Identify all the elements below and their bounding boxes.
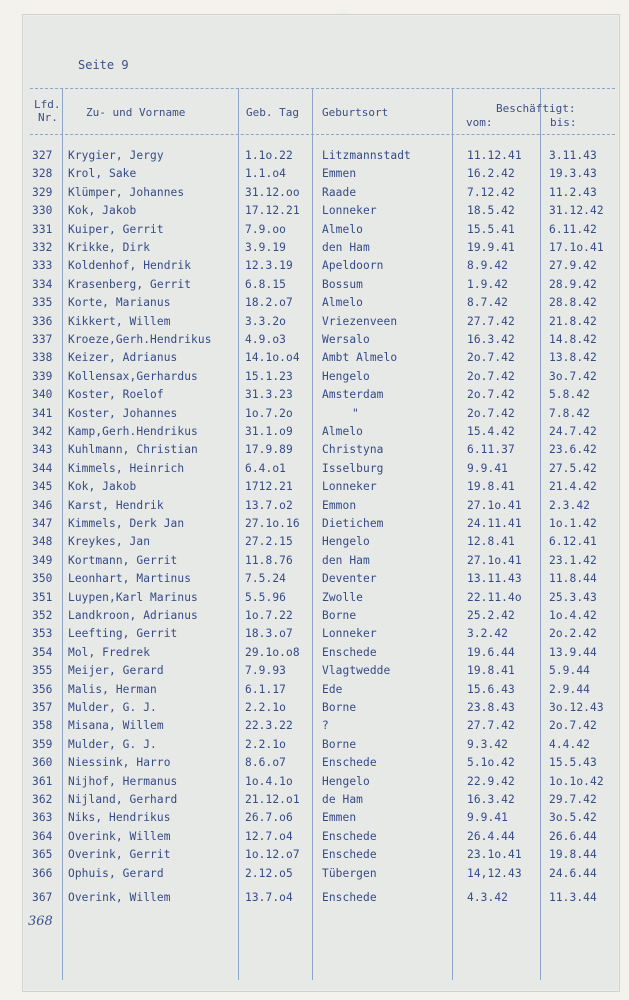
row-birth-place: Hengelo — [322, 535, 370, 549]
row-employed-from: 22.9.42 — [467, 774, 515, 788]
row-number: 355 — [32, 664, 53, 678]
row-birth-place: Ede — [322, 682, 343, 696]
table-row — [0, 294, 629, 312]
row-birth-place: Enschede — [322, 645, 377, 659]
row-employed-to: 28.9.42 — [549, 277, 597, 291]
row-number: 363 — [32, 811, 53, 825]
row-employed-to: 26.6.44 — [549, 829, 597, 843]
row-birth-place: Ambt Almelo — [322, 351, 398, 365]
row-employed-to: 7.8.42 — [549, 406, 591, 420]
row-employed-to: 13.9.44 — [549, 645, 597, 659]
table-row — [0, 276, 629, 294]
table-row — [0, 717, 629, 735]
row-name: Meijer, Gerard — [68, 664, 164, 678]
table-row — [0, 865, 629, 883]
row-birth-date: 1o.7.22 — [245, 609, 293, 622]
row-employed-from: 2o.7.42 — [467, 369, 515, 383]
row-employed-from: 16.2.42 — [467, 167, 515, 181]
row-birth-place: Emmon — [322, 498, 357, 512]
row-employed-from: 14,12.43 — [467, 866, 522, 880]
row-number: 348 — [32, 535, 53, 549]
row-name: Leonhart, Martinus — [68, 572, 192, 586]
row-employed-from: 2o.7.42 — [467, 388, 515, 402]
row-employed-to: 29.7.42 — [549, 793, 597, 806]
row-birth-place: Wersalo — [322, 333, 370, 346]
row-birth-date: 18.3.o7 — [245, 627, 293, 641]
header-nr-line1: Lfd. — [34, 98, 61, 111]
row-employed-from: 27.7.42 — [467, 719, 515, 733]
row-number: 346 — [32, 498, 53, 512]
row-name: Krikke, Dirk — [68, 241, 151, 254]
row-name: Nijhof, Hermanus — [68, 774, 178, 788]
row-birth-place: Lonneker — [322, 627, 377, 641]
row-birth-date: 7.5.24 — [245, 572, 287, 586]
row-employed-from: 6.11.37 — [467, 443, 515, 457]
row-birth-place: Enschede — [322, 829, 377, 843]
row-name: Kortmann, Gerrit — [68, 553, 178, 567]
row-birth-place: Dietichem — [322, 517, 384, 530]
table-row — [0, 202, 629, 220]
row-name: Kollensax,Gerhardus — [68, 369, 198, 383]
row-birth-date: 3.3.2o — [245, 314, 287, 328]
row-number: 330 — [32, 204, 53, 218]
row-employed-to: 1o.1.42 — [549, 517, 597, 530]
row-birth-date: 21.12.o1 — [245, 793, 300, 806]
row-birth-place: den Ham — [322, 241, 370, 254]
row-birth-date: 18.2.o7 — [245, 296, 293, 310]
row-employed-to: 27.9.42 — [549, 259, 597, 273]
row-birth-date: 15.1.23 — [245, 369, 293, 383]
row-number: 364 — [32, 829, 53, 843]
row-number: 335 — [32, 296, 53, 310]
row-employed-from: 5.1o.42 — [467, 756, 515, 770]
row-name: Keizer, Adrianus — [68, 351, 178, 365]
row-employed-to: 21.8.42 — [549, 314, 597, 328]
row-birth-place: Raade — [322, 185, 357, 199]
row-employed-to: 2.3.42 — [549, 498, 591, 512]
row-birth-date: 1712.21 — [245, 480, 293, 494]
row-name: Leefting, Gerrit — [68, 627, 178, 641]
header-bottom-rule — [30, 134, 615, 136]
row-employed-to: 6.11.42 — [549, 222, 597, 236]
row-birth-place: Enschede — [322, 756, 377, 770]
table-row — [0, 889, 629, 907]
row-number: 336 — [32, 314, 53, 328]
row-employed-from: 8.7.42 — [467, 296, 509, 310]
table-row — [0, 644, 629, 662]
row-birth-date: 31.12.oo — [245, 185, 300, 199]
row-employed-to: 24.6.44 — [549, 866, 597, 880]
table-row — [0, 239, 629, 257]
row-employed-from: 8.9.42 — [467, 259, 509, 273]
row-name: Klümper, Johannes — [68, 185, 185, 199]
row-employed-from: 27.1o.41 — [467, 498, 522, 512]
row-number: 356 — [32, 682, 53, 696]
row-number: 365 — [32, 848, 53, 862]
row-birth-place: Vlagtwedde — [322, 664, 391, 678]
row-employed-to: 5.9.44 — [549, 664, 591, 678]
row-birth-place: Borne — [322, 737, 357, 751]
row-birth-place: Hengelo — [322, 774, 370, 788]
row-number: 328 — [32, 167, 53, 181]
row-employed-from: 2o.7.42 — [467, 351, 515, 365]
row-employed-to: 2o.2.42 — [549, 627, 597, 641]
row-employed-from: 9.3.42 — [467, 737, 509, 751]
row-birth-date: 5.5.96 — [245, 590, 287, 604]
row-birth-date: 12.7.o4 — [245, 829, 293, 843]
row-birth-date: 6.1.17 — [245, 682, 287, 696]
table-row — [0, 607, 629, 625]
table-row — [0, 699, 629, 717]
row-birth-date: 13.7.o2 — [245, 498, 293, 512]
row-employed-to: 19.8.44 — [549, 848, 597, 862]
row-name: Mulder, G. J. — [68, 737, 157, 751]
row-birth-date: 31.3.23 — [245, 388, 293, 402]
table-row — [0, 736, 629, 754]
row-name: Krol, Sake — [68, 167, 137, 181]
row-birth-place: Enschede — [322, 891, 377, 904]
table-row — [0, 331, 629, 349]
row-birth-place: Zwolle — [322, 590, 364, 604]
row-name: Kuiper, Gerrit — [68, 222, 164, 236]
table-row — [0, 423, 629, 441]
row-birth-place: ? — [322, 719, 329, 733]
row-birth-place: " — [352, 406, 359, 420]
row-employed-from: 24.11.41 — [467, 517, 522, 530]
table-row — [0, 773, 629, 791]
row-birth-date: 4.9.o3 — [245, 333, 287, 346]
row-name: Kimmels, Heinrich — [68, 461, 185, 475]
row-employed-to: 24.7.42 — [549, 425, 597, 438]
row-birth-place: Enschede — [322, 848, 377, 862]
row-number: 331 — [32, 222, 53, 236]
row-number: 340 — [32, 388, 53, 402]
row-birth-date: 1o.4.1o — [245, 774, 293, 788]
row-employed-from: 25.2.42 — [467, 609, 515, 622]
row-name: Koster, Johannes — [68, 406, 178, 420]
row-birth-place: den Ham — [322, 553, 370, 567]
row-employed-to: 1o.1o.42 — [549, 774, 604, 788]
row-employed-from: 19.9.41 — [467, 241, 515, 254]
row-birth-date: 8.6.o7 — [245, 756, 287, 770]
row-birth-place: Hengelo — [322, 369, 370, 383]
row-employed-to: 28.8.42 — [549, 296, 597, 310]
row-name: Karst, Hendrik — [68, 498, 164, 512]
table-row — [0, 386, 629, 404]
row-birth-place: Borne — [322, 701, 357, 714]
row-employed-from: 26.4.44 — [467, 829, 515, 843]
row-birth-date: 29.1o.o8 — [245, 645, 300, 659]
row-birth-place: Amsterdam — [322, 388, 384, 402]
row-employed-from: 15.4.42 — [467, 425, 515, 438]
table-row — [0, 828, 629, 846]
row-name: Overink, Willem — [68, 891, 171, 904]
row-number: 354 — [32, 645, 53, 659]
row-birth-place: Emmen — [322, 167, 357, 181]
row-employed-to: 15.5.43 — [549, 756, 597, 770]
row-employed-to: 3o.12.43 — [549, 701, 604, 714]
row-employed-to: 5.8.42 — [549, 388, 591, 402]
row-employed-from: 15.5.41 — [467, 222, 515, 236]
row-name: Kok, Jakob — [68, 204, 137, 218]
row-number: 343 — [32, 443, 53, 457]
row-birth-date: 31.1.o9 — [245, 425, 293, 438]
row-number: 344 — [32, 461, 53, 475]
table-row — [0, 846, 629, 864]
row-employed-to: 11.2.43 — [549, 185, 597, 199]
row-employed-from: 22.11.4o — [467, 590, 522, 604]
row-birth-place: Lonneker — [322, 480, 377, 494]
row-employed-to: 6.12.41 — [549, 535, 597, 549]
row-birth-date: 7.9.93 — [245, 664, 287, 678]
row-number: 366 — [32, 866, 53, 880]
row-employed-from: 18.5.42 — [467, 204, 515, 218]
row-number: 347 — [32, 517, 53, 530]
row-birth-date: 3.9.19 — [245, 241, 287, 254]
row-number: 360 — [32, 756, 53, 770]
row-birth-date: 27.2.15 — [245, 535, 293, 549]
row-employed-from: 23.1o.41 — [467, 848, 522, 862]
row-employed-from: 1.9.42 — [467, 277, 509, 291]
row-birth-place: Borne — [322, 609, 357, 622]
table-row — [0, 313, 629, 331]
table-row — [0, 533, 629, 551]
table-row — [0, 809, 629, 827]
row-number: 349 — [32, 553, 53, 567]
row-employed-to: 2o.7.42 — [549, 719, 597, 733]
row-employed-to: 21.4.42 — [549, 480, 597, 494]
row-employed-to: 3.11.43 — [549, 149, 597, 162]
row-employed-to: 13.8.42 — [549, 351, 597, 365]
row-name: Luypen,Karl Marinus — [68, 590, 198, 604]
row-birth-place: Almelo — [322, 222, 364, 236]
row-birth-place: Isselburg — [322, 461, 384, 475]
header-from: vom: — [466, 116, 493, 129]
row-name: Kroeze,Gerh.Hendrikus — [68, 333, 212, 346]
row-birth-date: 17.12.21 — [245, 204, 300, 218]
row-birth-date: 12.3.19 — [245, 259, 293, 273]
table-row — [0, 589, 629, 607]
row-name: Koldenhof, Hendrik — [68, 259, 192, 273]
table-row — [0, 460, 629, 478]
table-row — [0, 349, 629, 367]
row-name: Krasenberg, Gerrit — [68, 277, 192, 291]
table-row — [0, 221, 629, 239]
row-birth-place: Almelo — [322, 425, 364, 438]
row-number: 351 — [32, 590, 53, 604]
row-number: 327 — [32, 149, 53, 162]
row-number: 361 — [32, 774, 53, 788]
row-name: Krygier, Jergy — [68, 149, 164, 162]
row-number: 352 — [32, 609, 53, 622]
handwritten-next-number: 368 — [28, 914, 53, 929]
row-name: Misana, Willem — [68, 719, 164, 733]
table-row — [0, 662, 629, 680]
row-employed-from: 16.3.42 — [467, 333, 515, 346]
row-employed-to: 11.8.44 — [549, 572, 597, 586]
row-employed-to: 4.4.42 — [549, 737, 591, 751]
row-employed-from: 27.7.42 — [467, 314, 515, 328]
row-name: Malis, Herman — [68, 682, 157, 696]
row-birth-place: Almelo — [322, 296, 364, 310]
header-birth-place: Geburtsort — [322, 106, 389, 119]
row-employed-to: 31.12.42 — [549, 204, 604, 218]
table-row — [0, 147, 629, 165]
table-row — [0, 441, 629, 459]
row-number: 332 — [32, 241, 53, 254]
table-row — [0, 791, 629, 809]
row-number: 357 — [32, 701, 53, 714]
table-row — [0, 497, 629, 515]
table-row — [0, 184, 629, 202]
row-number: 342 — [32, 425, 53, 438]
row-name: Koster, Roelof — [68, 388, 164, 402]
row-number: 362 — [32, 793, 53, 806]
row-birth-place: Litzmannstadt — [322, 149, 411, 162]
row-birth-date: 22.3.22 — [245, 719, 293, 733]
row-birth-place: Deventer — [322, 572, 377, 586]
row-name: Overink, Willem — [68, 829, 171, 843]
row-birth-place: Emmen — [322, 811, 357, 825]
row-employed-from: 19.6.44 — [467, 645, 515, 659]
table-row — [0, 165, 629, 183]
row-number: 337 — [32, 333, 53, 346]
row-employed-to: 25.3.43 — [549, 590, 597, 604]
table-row — [0, 552, 629, 570]
header-to: bis: — [550, 116, 577, 129]
table-row — [0, 478, 629, 496]
row-name: Mulder, G. J. — [68, 701, 157, 714]
table-row — [0, 570, 629, 588]
row-employed-from: 12.8.41 — [467, 535, 515, 549]
row-name: Ophuis, Gerard — [68, 866, 164, 880]
row-employed-to: 23.1.42 — [549, 553, 597, 567]
row-number: 338 — [32, 351, 53, 365]
row-employed-from: 3.2.42 — [467, 627, 509, 641]
row-number: 358 — [32, 719, 53, 733]
row-employed-from: 2o.7.42 — [467, 406, 515, 420]
row-birth-date: 1o.12.o7 — [245, 848, 300, 862]
row-employed-from: 4.3.42 — [467, 891, 509, 904]
row-employed-from: 9.9.41 — [467, 461, 509, 475]
row-birth-date: 2.12.o5 — [245, 866, 293, 880]
row-employed-from: 23.8.43 — [467, 701, 515, 714]
row-employed-to: 17.1o.41 — [549, 241, 604, 254]
header-nr-line2: Nr. — [38, 111, 58, 124]
row-name: Kikkert, Willem — [68, 314, 171, 328]
row-employed-from: 15.6.43 — [467, 682, 515, 696]
row-name: Nijland, Gerhard — [68, 793, 178, 806]
row-employed-to: 1o.4.42 — [549, 609, 597, 622]
row-number: 350 — [32, 572, 53, 586]
table-row — [0, 515, 629, 533]
header-employed: Beschäftigt: — [496, 102, 576, 115]
row-name: Korte, Marianus — [68, 296, 171, 310]
header-name: Zu- und Vorname — [86, 106, 186, 119]
row-name: Kimmels, Derk Jan — [68, 517, 185, 530]
row-birth-date: 1.1.o4 — [245, 167, 287, 181]
row-employed-to: 2.9.44 — [549, 682, 591, 696]
row-number: 345 — [32, 480, 53, 494]
row-birth-place: Bossum — [322, 277, 364, 291]
row-birth-date: 7.9.oo — [245, 222, 287, 236]
row-birth-date: 2.2.1o — [245, 737, 287, 751]
row-employed-to: 27.5.42 — [549, 461, 597, 475]
row-employed-to: 23.6.42 — [549, 443, 597, 457]
row-name: Niks, Hendrikus — [68, 811, 171, 825]
row-birth-place: Apeldoorn — [322, 259, 384, 273]
row-birth-date: 17.9.89 — [245, 443, 293, 457]
row-birth-date: 13.7.o4 — [245, 891, 293, 904]
row-employed-to: 3o.5.42 — [549, 811, 597, 825]
row-name: Kamp,Gerh.Hendrikus — [68, 425, 198, 438]
header-birth-date: Geb. Tag — [246, 106, 299, 119]
row-name: Kok, Jakob — [68, 480, 137, 494]
row-number: 334 — [32, 277, 53, 291]
table-row — [0, 405, 629, 423]
row-number: 353 — [32, 627, 53, 641]
table-row — [0, 368, 629, 386]
table-row — [0, 257, 629, 275]
row-employed-to: 11.3.44 — [549, 891, 597, 904]
row-birth-date: 27.1o.16 — [245, 517, 300, 530]
row-birth-place: Tübergen — [322, 866, 377, 880]
row-name: Landkroon, Adrianus — [68, 609, 198, 622]
row-employed-from: 16.3.42 — [467, 793, 515, 806]
row-birth-place: de Ham — [322, 793, 364, 806]
row-employed-from: 9.9.41 — [467, 811, 509, 825]
row-employed-from: 27.1o.41 — [467, 553, 522, 567]
table-row — [0, 754, 629, 772]
row-employed-from: 19.8.41 — [467, 664, 515, 678]
row-birth-date: 1o.7.2o — [245, 406, 293, 420]
row-birth-date: 26.7.o6 — [245, 811, 293, 825]
row-birth-date: 14.1o.o4 — [245, 351, 300, 365]
row-birth-place: Lonneker — [322, 204, 377, 218]
row-birth-date: 2.2.1o — [245, 701, 287, 714]
table-row — [0, 681, 629, 699]
row-employed-from: 13.11.43 — [467, 572, 522, 586]
row-birth-date: 6.8.15 — [245, 277, 287, 291]
row-number: 333 — [32, 259, 53, 273]
row-number: 339 — [32, 369, 53, 383]
row-birth-date: 11.8.76 — [245, 553, 293, 567]
table-row — [0, 625, 629, 643]
row-birth-place: Vriezenveen — [322, 314, 398, 328]
row-employed-from: 7.12.42 — [467, 185, 515, 199]
row-birth-place: Christyna — [322, 443, 384, 457]
row-number: 359 — [32, 737, 53, 751]
row-number: 341 — [32, 406, 53, 420]
row-employed-to: 14.8.42 — [549, 333, 597, 346]
page-label: Seite 9 — [78, 58, 129, 72]
row-name: Mol, Fredrek — [68, 645, 151, 659]
table-top-rule — [30, 88, 615, 90]
row-number: 329 — [32, 185, 53, 199]
row-number: 367 — [32, 891, 53, 904]
row-employed-from: 19.8.41 — [467, 480, 515, 494]
row-birth-date: 6.4.o1 — [245, 461, 287, 475]
row-name: Kuhlmann, Christian — [68, 443, 198, 457]
row-employed-from: 11.12.41 — [467, 149, 522, 162]
row-name: Overink, Gerrit — [68, 848, 171, 862]
row-employed-to: 19.3.43 — [549, 167, 597, 181]
row-employed-to: 3o.7.42 — [549, 369, 597, 383]
row-name: Niessink, Harro — [68, 756, 171, 770]
row-name: Kreykes, Jan — [68, 535, 151, 549]
row-birth-date: 1.1o.22 — [245, 149, 293, 162]
